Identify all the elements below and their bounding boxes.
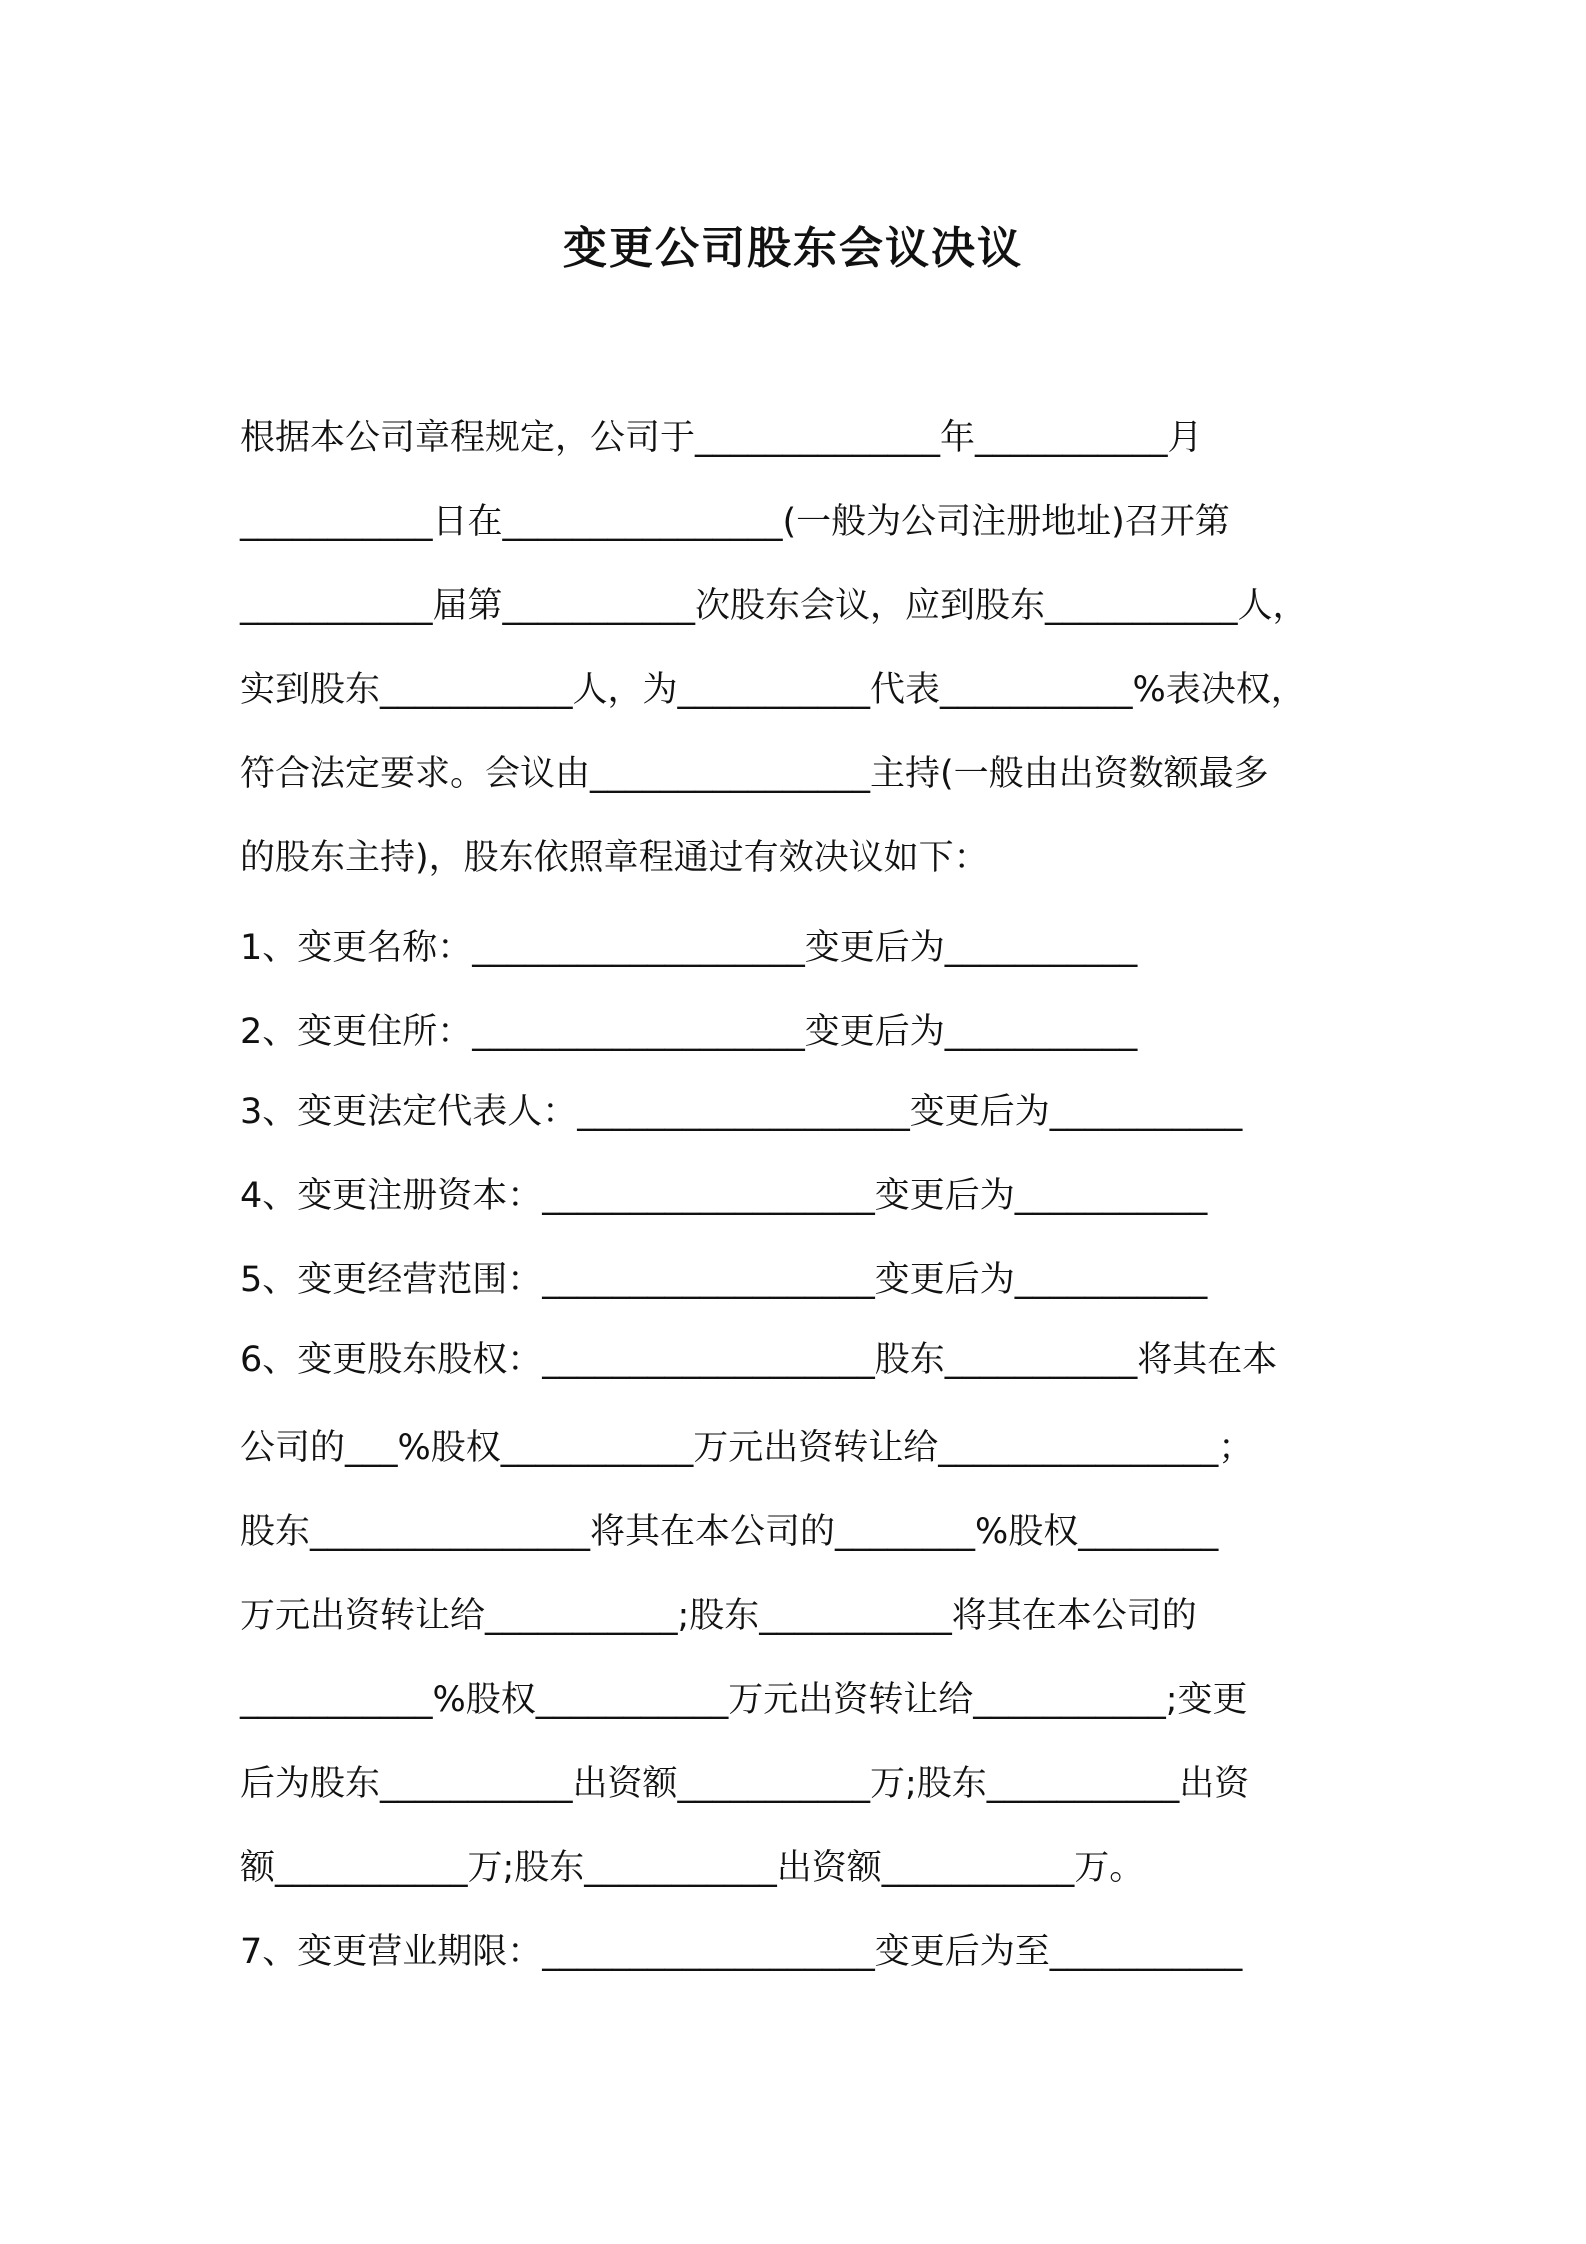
- list-item-1: 1、变更名称：___________________变更后为___________: [240, 928, 1138, 968]
- text-line-4: 实到股东___________人，为___________代表___________%表决权，: [240, 670, 1306, 710]
- list-item-6-cont-3: 万元出资转让给___________;股东___________将其在本公司的: [240, 1596, 1197, 1636]
- list-item-6-cont-5: 后为股东___________出资额___________万;股东___________出资: [240, 1764, 1250, 1804]
- list-item-6-cont-1: 公司的___%股权___________万元出资转让给________________；: [240, 1428, 1254, 1468]
- list-item-5: 5、变更经营范围：___________________变更后为___________: [240, 1260, 1208, 1300]
- list-item-6-cont-4: ___________%股权___________万元出资转让给___________;变更: [240, 1680, 1248, 1720]
- text-line-5: 符合法定要求。会议由________________主持(一般由出资数额最多: [240, 754, 1269, 794]
- list-item-3: 3、变更法定代表人：___________________变更后为___________: [240, 1092, 1243, 1132]
- list-item-4: 4、变更注册资本：___________________变更后为___________: [240, 1176, 1208, 1216]
- text-line-1: 根据本公司章程规定，公司于______________年___________月: [240, 418, 1203, 458]
- list-item-6: 6、变更股东股权：___________________股东___________将其在本: [240, 1340, 1278, 1380]
- text-line-3: ___________届第___________次股东会议，应到股东___________人，: [240, 586, 1308, 626]
- list-item-2: 2、变更住所：___________________变更后为___________: [240, 1012, 1138, 1052]
- list-item-7: 7、变更营业期限：___________________变更后为至___________: [240, 1932, 1243, 1972]
- document-title: 变更公司股东会议决议: [563, 223, 1023, 274]
- text-line-2: ___________日在________________(一般为公司注册地址)召开第: [240, 502, 1230, 542]
- list-item-6-cont-2: 股东________________将其在本公司的________%股权________: [240, 1512, 1219, 1552]
- list-item-6-cont-6: 额___________万;股东___________出资额___________万。: [240, 1848, 1145, 1888]
- text-line-6: 的股东主持)，股东依照章程通过有效决议如下：: [240, 838, 989, 878]
